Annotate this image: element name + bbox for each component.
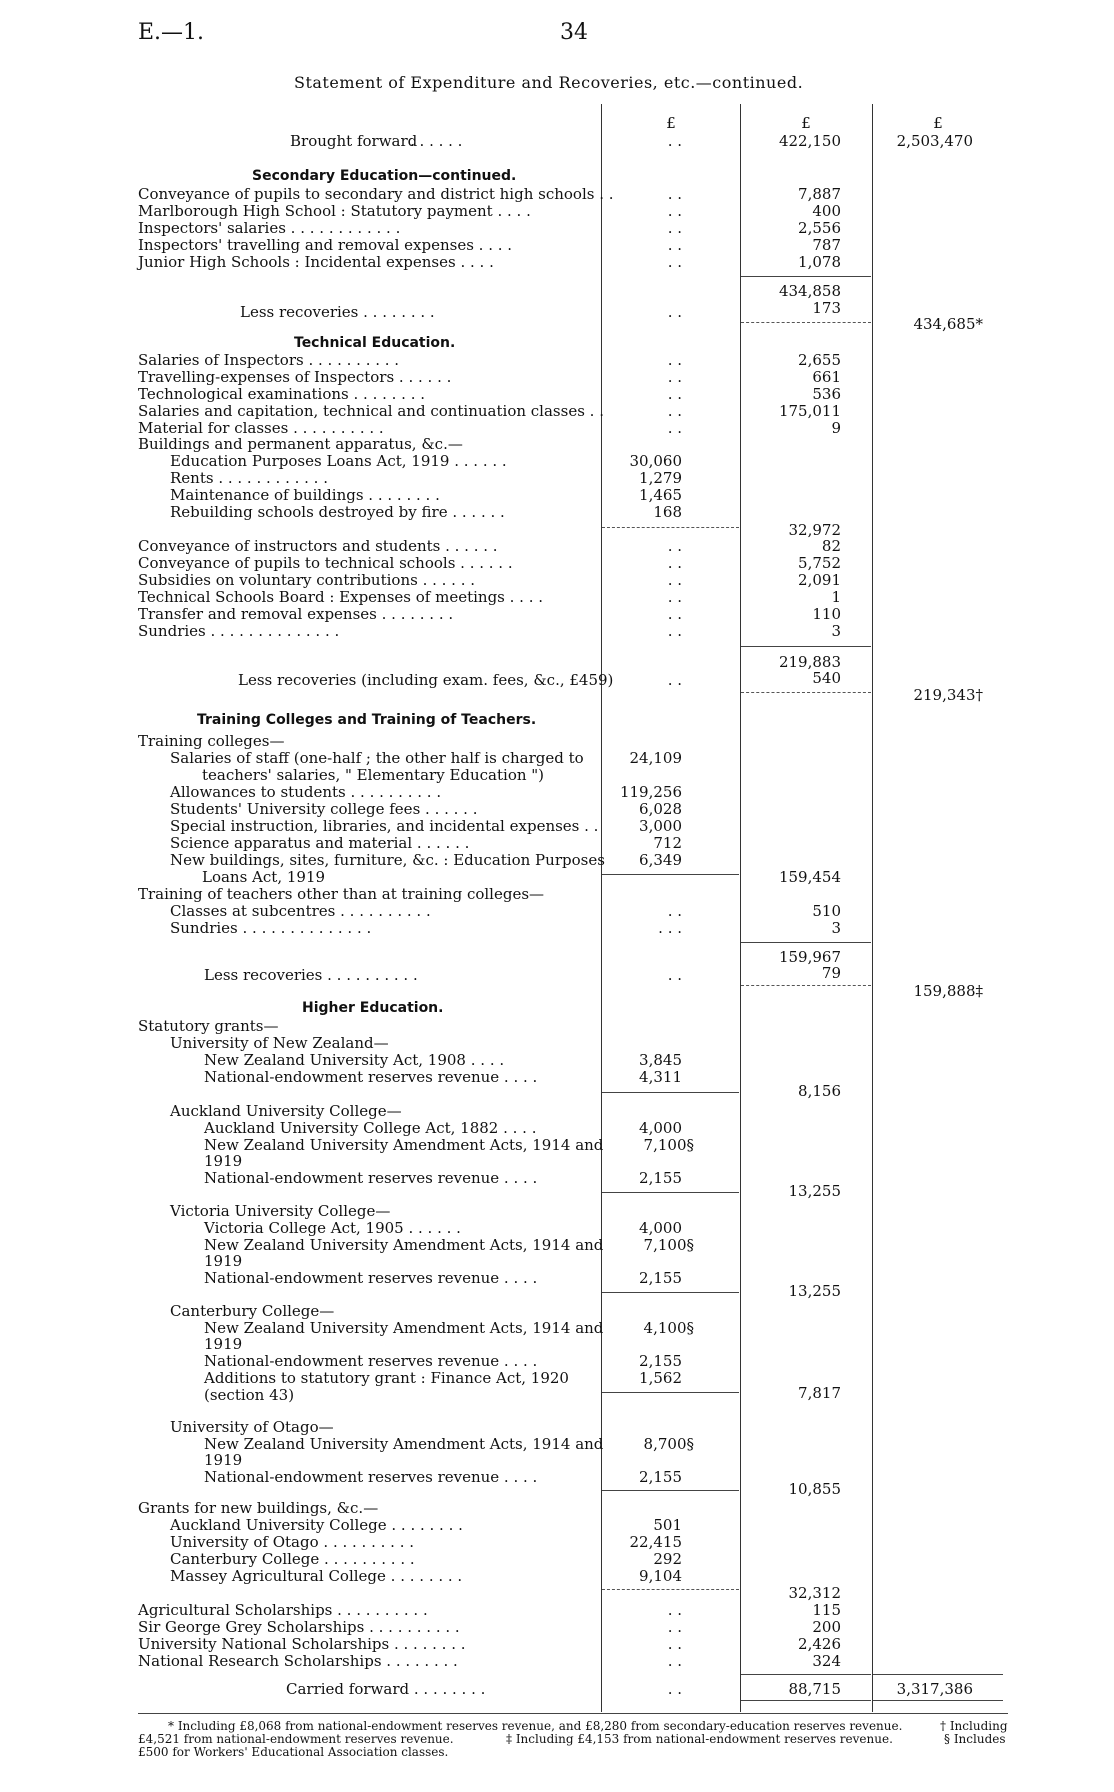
- auckland-amend-line1: New Zealand University Amendment Acts, 1914 and: [204, 1136, 604, 1154]
- technical-less-label: Less recoveries (including exam. fees, &c., £459): [238, 671, 614, 689]
- canterbury-label: Canterbury College—: [170, 1302, 335, 1320]
- technical-row-col2: 9: [831, 419, 841, 437]
- training-row-label: Students' University college fees . . . . . .: [170, 800, 478, 818]
- currency-col1: £: [666, 114, 676, 132]
- footnote-dagger-a: † Including: [940, 1719, 1008, 1733]
- currency-col2: £: [801, 114, 811, 132]
- statutory-label: Statutory grants—: [138, 1017, 279, 1035]
- technical-row2-label: Sundries . . . . . . . . . . . . . .: [138, 622, 340, 640]
- technical-row-col2: 2,655: [798, 351, 841, 369]
- secondary-row-col2: 2,556: [798, 219, 841, 237]
- secondary-row-col1: . .: [667, 219, 682, 237]
- auckland-amend-line2: 1919: [204, 1152, 243, 1170]
- buildings-label: Buildings and permanent apparatus, &c.—: [138, 435, 463, 453]
- grant-row-label: University of Otago . . . . . . . . . .: [170, 1533, 414, 1551]
- rule: [602, 1092, 739, 1093]
- canterbury-amend-line1: New Zealand University Amendment Acts, 1914 and: [204, 1319, 604, 1337]
- technical-row2-col2: 3: [831, 622, 841, 640]
- technical-row2-col2: 110: [812, 605, 841, 623]
- otago-total: 10,855: [788, 1480, 841, 1498]
- auckland-act-value: 4,000: [639, 1119, 682, 1137]
- currency-col3: £: [933, 114, 943, 132]
- otago-amend-value: 8,700§: [643, 1435, 694, 1453]
- canterbury-amend-value: 4,100§: [643, 1319, 694, 1337]
- secondary-less-col1: . .: [667, 303, 682, 321]
- technical-less-col1: . .: [667, 671, 682, 689]
- technical-row2-col1: . .: [667, 537, 682, 555]
- training-new-buildings-line1: New buildings, sites, furniture, &c. : Education Purposes: [170, 851, 605, 869]
- carried-forward-col1: . .: [667, 1680, 682, 1698]
- secondary-row-col1: . .: [667, 236, 682, 254]
- scholarship-label: Agricultural Scholarships . . . . . . . . . .: [138, 1601, 428, 1619]
- training-other-col2: 510: [812, 902, 841, 920]
- otago-amend-line1: New Zealand University Amendment Acts, 1914 and: [204, 1435, 604, 1453]
- training-row-label: Special instruction, libraries, and incidental expenses . .: [170, 817, 599, 835]
- technical-row-col1: . .: [667, 351, 682, 369]
- brought-forward-col3: 2,503,470: [896, 132, 973, 150]
- victoria-act-value: 4,000: [639, 1219, 682, 1237]
- training-less-label: Less recoveries . . . . . . . . . .: [204, 966, 418, 984]
- canterbury-add-value: 1,562: [639, 1369, 682, 1387]
- canterbury-amend-line2: 1919: [204, 1335, 243, 1353]
- doc-id: E.—1.: [138, 20, 205, 45]
- canterbury-nat-value: 2,155: [639, 1352, 682, 1370]
- secondary-row-label: Inspectors' salaries . . . . . . . . . . . .: [138, 219, 401, 237]
- technical-row2-label: Conveyance of pupils to technical schools . . . . . .: [138, 554, 513, 572]
- rule: [602, 1589, 739, 1590]
- technical-row2-label: Subsidies on voluntary contributions . . . . . .: [138, 571, 476, 589]
- higher-heading: Higher Education.: [302, 1000, 444, 1016]
- rule: [741, 322, 871, 323]
- secondary-row-col2: 787: [812, 236, 841, 254]
- technical-row-col2: 536: [812, 385, 841, 403]
- scholarship-col2: 2,426: [798, 1635, 841, 1653]
- secondary-less-value: 173: [812, 299, 841, 317]
- secondary-net: 434,685*: [913, 315, 983, 333]
- footnote-section-a: § Includes: [944, 1732, 1006, 1746]
- secondary-row-col2: 400: [812, 202, 841, 220]
- auckland-nat-value: 2,155: [639, 1169, 682, 1187]
- rule: [602, 874, 739, 875]
- technical-row2-label: Transfer and removal expenses . . . . . . . .: [138, 605, 454, 623]
- auckland-label: Auckland University College—: [170, 1102, 402, 1120]
- training-new-buildings-value: 6,349: [639, 851, 682, 869]
- canterbury-add-line1: Additions to statutory grant : Finance Act, 1920: [204, 1369, 569, 1387]
- buildings-row-col1: 30,060: [629, 452, 682, 470]
- technical-row2-col2: 82: [821, 537, 841, 555]
- footnote-rule: [138, 1713, 1008, 1714]
- buildings-total: 32,972: [788, 521, 841, 539]
- buildings-row-label: Education Purposes Loans Act, 1919 . . . . . .: [170, 452, 507, 470]
- brought-forward-dots: . . . . . .: [410, 132, 463, 150]
- victoria-nat: National-endowment reserves revenue . . . .: [204, 1269, 538, 1287]
- technical-row2-col1: . .: [667, 605, 682, 623]
- otago-amend-line2: 1919: [204, 1451, 243, 1469]
- victoria-amend-value: 7,100§: [643, 1236, 694, 1254]
- rule: [873, 1674, 1003, 1675]
- technical-row2-col2: 5,752: [798, 554, 841, 572]
- buildings-row-label: Rents . . . . . . . . . . . .: [170, 469, 328, 487]
- technical-row2-col2: 2,091: [798, 571, 841, 589]
- rule: [741, 692, 871, 693]
- training-other-col1: . . .: [658, 919, 682, 937]
- training-salaries-line1: Salaries of staff (one-half ; the other half is charged to: [170, 749, 584, 767]
- page-number: 34: [560, 20, 588, 45]
- brought-forward-label: Brought forward: [290, 132, 418, 150]
- grants-total: 32,312: [788, 1584, 841, 1602]
- secondary-row-label: Junior High Schools : Incidental expenses . . . .: [138, 253, 494, 271]
- nz-total: 8,156: [798, 1082, 841, 1100]
- rule: [602, 1192, 739, 1193]
- secondary-row-col2: 1,078: [798, 253, 841, 271]
- canterbury-add-line2: (section 43): [204, 1386, 295, 1404]
- scholarship-col2: 324: [812, 1652, 841, 1670]
- grant-row-label: Canterbury College . . . . . . . . . .: [170, 1550, 415, 1568]
- otago-nat: National-endowment reserves revenue . . . .: [204, 1468, 538, 1486]
- grant-row-label: Auckland University College . . . . . . . .: [170, 1516, 463, 1534]
- canterbury-total: 7,817: [798, 1384, 841, 1402]
- victoria-total: 13,255: [788, 1282, 841, 1300]
- scholarship-label: Sir George Grey Scholarships . . . . . . . . . .: [138, 1618, 460, 1636]
- technical-row-col1: . .: [667, 385, 682, 403]
- scholarship-label: National Research Scholarships . . . . . . . .: [138, 1652, 458, 1670]
- training-new-buildings-line2: Loans Act, 1919: [202, 868, 326, 886]
- rule: [741, 985, 871, 986]
- secondary-row-label: Marlborough High School : Statutory payment . . . .: [138, 202, 531, 220]
- secondary-heading: Secondary Education—continued.: [252, 168, 517, 184]
- brought-forward-col1: . .: [667, 132, 682, 150]
- training-less-value: 79: [821, 964, 841, 982]
- training-other-label-row: Classes at subcentres . . . . . . . . . .: [170, 902, 431, 920]
- training-row-col1: 119,256: [619, 783, 682, 801]
- training-row-col1: 712: [653, 834, 682, 852]
- technical-row2-col1: . .: [667, 554, 682, 572]
- training-other-col1: . .: [667, 902, 682, 920]
- victoria-amend-line2: 1919: [204, 1252, 243, 1270]
- secondary-row-col2: 7,887: [798, 185, 841, 203]
- rule: [741, 942, 871, 943]
- technical-row2-label: Conveyance of instructors and students . . . . . .: [138, 537, 498, 555]
- grant-row-col1: 292: [653, 1550, 682, 1568]
- technical-row-label: Technological examinations . . . . . . . .: [138, 385, 426, 403]
- victoria-amend-line1: New Zealand University Amendment Acts, 1914 and: [204, 1236, 604, 1254]
- technical-row2-col1: . .: [667, 588, 682, 606]
- secondary-row-col1: . .: [667, 202, 682, 220]
- otago-label: University of Otago—: [170, 1418, 334, 1436]
- training-heading: Training Colleges and Training of Teachers.: [197, 712, 537, 728]
- rule: [602, 1292, 739, 1293]
- buildings-row-col1: 1,465: [639, 486, 682, 504]
- victoria-label: Victoria University College—: [170, 1202, 391, 1220]
- scholarship-label: University National Scholarships . . . . . . . .: [138, 1635, 466, 1653]
- technical-row-col2: 661: [812, 368, 841, 386]
- nz-row-label: National-endowment reserves revenue . . . .: [204, 1068, 538, 1086]
- grant-row-col1: 501: [653, 1516, 682, 1534]
- nz-label: University of New Zealand—: [170, 1034, 389, 1052]
- training-row-label: Allowances to students . . . . . . . . . .: [170, 783, 442, 801]
- secondary-row-col1: . .: [667, 253, 682, 271]
- carried-forward-col3: 3,317,386: [896, 1680, 973, 1698]
- scholarship-col1: . .: [667, 1652, 682, 1670]
- technical-row-col1: . .: [667, 368, 682, 386]
- canterbury-nat: National-endowment reserves revenue . . . .: [204, 1352, 538, 1370]
- technical-row-col1: . .: [667, 402, 682, 420]
- training-salaries-line2: teachers' salaries, " Elementary Education "): [202, 766, 545, 784]
- technical-row-col2: 175,011: [778, 402, 841, 420]
- grants-label: Grants for new buildings, &c.—: [138, 1499, 379, 1517]
- nz-row-col1: 3,845: [639, 1051, 682, 1069]
- technical-row-label: Material for classes . . . . . . . . . .: [138, 419, 384, 437]
- auckland-total: 13,255: [788, 1182, 841, 1200]
- technical-row2-label: Technical Schools Board : Expenses of meetings . . . .: [138, 588, 544, 606]
- footnote-dagger-b: £4,521 from national-endowment reserves revenue.: [138, 1732, 454, 1746]
- technical-net: 219,343†: [913, 686, 983, 704]
- scholarship-col1: . .: [667, 1618, 682, 1636]
- training-row-col1: 6,028: [639, 800, 682, 818]
- training-row-label: Science apparatus and material . . . . . .: [170, 834, 470, 852]
- brought-forward-col2: 422,150: [778, 132, 841, 150]
- technical-row-label: Travelling-expenses of Inspectors . . . . . .: [138, 368, 452, 386]
- training-other-label: Training of teachers other than at training colleges—: [138, 885, 545, 903]
- training-net: 159,888‡: [913, 982, 983, 1000]
- technical-subtotal: 219,883: [778, 653, 841, 671]
- victoria-act: Victoria College Act, 1905 . . . . . .: [204, 1219, 461, 1237]
- buildings-row-col1: 168: [653, 503, 682, 521]
- technical-row-col1: . .: [667, 419, 682, 437]
- grant-row-label: Massey Agricultural College . . . . . . . .: [170, 1567, 463, 1585]
- rule: [741, 1700, 871, 1701]
- secondary-row-label: Inspectors' travelling and removal expenses . . . .: [138, 236, 513, 254]
- secondary-row-label: Conveyance of pupils to secondary and district high schools . .: [138, 185, 614, 203]
- rule: [602, 1490, 739, 1491]
- nz-row-col1: 4,311: [639, 1068, 682, 1086]
- column-rule-3: [872, 104, 873, 1712]
- rule: [741, 646, 871, 647]
- technical-row-label: Salaries of Inspectors . . . . . . . . . .: [138, 351, 400, 369]
- buildings-row-label: Maintenance of buildings . . . . . . . .: [170, 486, 440, 504]
- footnote-star: * Including £8,068 from national-endowment reserves revenue, and £8,280 from secondary-education reserves revenue.: [168, 1719, 903, 1733]
- page-title: Statement of Expenditure and Recoveries, etc.—continued.: [294, 73, 804, 92]
- technical-less-value: 540: [812, 669, 841, 687]
- rule: [602, 1392, 739, 1393]
- auckland-amend-value: 7,100§: [643, 1136, 694, 1154]
- scholarship-col1: . .: [667, 1601, 682, 1619]
- training-salaries-value: 24,109: [629, 749, 682, 767]
- rule: [602, 527, 739, 528]
- training-other-label-row: Sundries . . . . . . . . . . . . . .: [170, 919, 372, 937]
- carried-forward-col2: 88,715: [788, 1680, 841, 1698]
- footnote-ddagger: ‡ Including £4,153 from national-endowment reserves revenue.: [506, 1732, 893, 1746]
- nz-row-label: New Zealand University Act, 1908 . . . .: [204, 1051, 505, 1069]
- training-subtotal: 159,967: [778, 948, 841, 966]
- carried-forward-label: Carried forward . . . . . . . .: [286, 1680, 486, 1698]
- technical-row2-col1: . .: [667, 622, 682, 640]
- technical-row-label: Salaries and capitation, technical and continuation classes . .: [138, 402, 604, 420]
- technical-row2-col1: . .: [667, 571, 682, 589]
- secondary-subtotal: 434,858: [778, 282, 841, 300]
- victoria-nat-value: 2,155: [639, 1269, 682, 1287]
- scholarship-col2: 200: [812, 1618, 841, 1636]
- training-colleges-label: Training colleges—: [138, 732, 285, 750]
- technical-row2-col2: 1: [831, 588, 841, 606]
- buildings-row-label: Rebuilding schools destroyed by fire . . . . . .: [170, 503, 505, 521]
- otago-nat-value: 2,155: [639, 1468, 682, 1486]
- secondary-row-col1: . .: [667, 185, 682, 203]
- training-row-col1: 3,000: [639, 817, 682, 835]
- training-colleges-total: 159,454: [778, 868, 841, 886]
- auckland-act: Auckland University College Act, 1882 . . . .: [204, 1119, 537, 1137]
- training-less-col1: . .: [667, 966, 682, 984]
- buildings-row-col1: 1,279: [639, 469, 682, 487]
- training-other-col2: 3: [831, 919, 841, 937]
- rule: [741, 276, 871, 277]
- grant-row-col1: 22,415: [629, 1533, 682, 1551]
- technical-heading: Technical Education.: [294, 335, 456, 351]
- auckland-nat: National-endowment reserves revenue . . . .: [204, 1169, 538, 1187]
- grant-row-col1: 9,104: [639, 1567, 682, 1585]
- scholarship-col1: . .: [667, 1635, 682, 1653]
- secondary-less-label: Less recoveries . . . . . . . .: [240, 303, 435, 321]
- scholarship-col2: 115: [812, 1601, 841, 1619]
- footnote-section-b: £500 for Workers' Educational Association classes.: [138, 1745, 449, 1759]
- rule: [873, 1700, 1003, 1701]
- rule: [741, 1674, 871, 1675]
